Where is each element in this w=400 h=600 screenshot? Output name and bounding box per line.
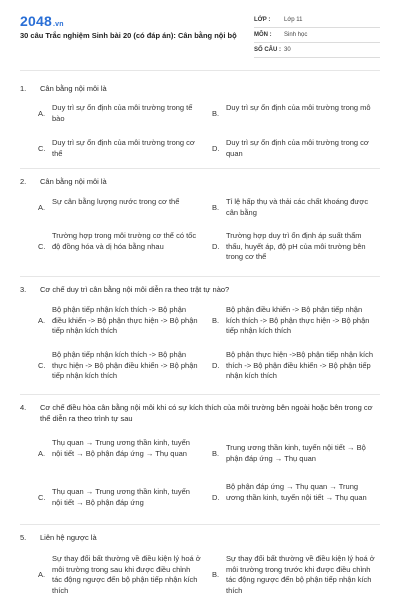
option-text: Thụ quan → Trung ương thần kinh, tuyến nội tiết → Bộ phận đáp ứng → Thụ quan bbox=[52, 438, 190, 458]
meta-key: LỚP : bbox=[254, 17, 271, 23]
question-number: 2. bbox=[20, 177, 27, 186]
question-number: 4. bbox=[20, 403, 27, 412]
option-text: Tỉ lệ hấp thụ và thải các chất khoáng được cân bằng bbox=[226, 197, 369, 217]
option-text: Duy trì sự ổn định của môi trường trong tế bào bbox=[52, 103, 193, 123]
option-text: Bộ phận tiếp nhận kích thích -> Bộ phận thực hiện -> Bộ phận điều khiển -> Bộ phận tiếp nhận kích thích bbox=[52, 350, 198, 380]
meta-key: SỐ CÂU : bbox=[254, 47, 281, 53]
option-text: Sự thay đổi bất thường về điều kiện lý hoá ở môi trường trong trước khi được điều chỉnh tác động ngược đến bộ phận tiếp nhận kích thích bbox=[226, 554, 375, 595]
option-letter: C. bbox=[38, 493, 46, 502]
option-letter: B. bbox=[212, 109, 220, 118]
option-text: Duy trì sự ổn định của môi trường trong cơ thể bbox=[52, 138, 195, 158]
meta-value: Sinh học bbox=[284, 32, 308, 38]
option-text: Sự thay đổi bất thường về điều kiện lý hoá ở môi trường trong sau khi được điều chỉnh tác động ngược đến bộ phận tiếp nhận kích thích bbox=[52, 554, 201, 595]
option-text: Bộ phận thực hiện ->Bộ phận tiếp nhận kích thích -> Bộ phận điều khiển -> Bộ phận tiếp nhận kích thích bbox=[226, 350, 374, 380]
meta-value: 30 bbox=[284, 47, 291, 53]
option-letter: A. bbox=[38, 570, 46, 579]
logo-suffix: .vn bbox=[52, 21, 64, 28]
question-text: Liên hệ ngược là bbox=[40, 533, 97, 542]
option-text: Trường hợp trong môi trường cơ thể có tốc độ đồng hóa và dị hóa bằng nhau bbox=[52, 231, 197, 251]
question-5 bbox=[20, 532, 380, 543]
question-text: Cơ chế điều hòa cân bằng nội môi khi có sự kích thích của môi trường bên ngoài hoặc bên trong cơ thể diễn ra theo trình tự sau bbox=[40, 403, 373, 423]
option-text: Bộ phận đáp ứng → Thụ quan → Trung ương thần kinh, tuyến nội tiết → Thụ quan bbox=[226, 482, 367, 502]
question-4 bbox=[20, 402, 380, 423]
option-letter: D. bbox=[212, 144, 220, 153]
option-letter: D. bbox=[212, 242, 220, 251]
meta-row-count bbox=[254, 44, 380, 58]
option-letter: D. bbox=[212, 361, 220, 370]
option-letter: D. bbox=[212, 493, 220, 502]
option-text: Duy trì sự ổn định của môi trường trong cơ quan bbox=[226, 138, 369, 158]
header-divider bbox=[20, 70, 380, 71]
option-letter: B. bbox=[212, 449, 220, 458]
question-2 bbox=[20, 176, 380, 187]
question-divider bbox=[20, 394, 380, 395]
option-letter: A. bbox=[38, 203, 46, 212]
site-logo[interactable] bbox=[20, 13, 64, 29]
option-letter: B. bbox=[212, 203, 220, 212]
option-letter: C. bbox=[38, 144, 46, 153]
meta-key: MÔN : bbox=[254, 32, 272, 38]
option-letter: C. bbox=[38, 361, 46, 370]
option-letter: C. bbox=[38, 242, 46, 251]
meta-row-subject bbox=[254, 29, 380, 43]
question-3 bbox=[20, 284, 380, 295]
option-letter: A. bbox=[38, 449, 46, 458]
question-text: Cơ chế duy trì cân bằng nội môi diễn ra theo trật tự nào? bbox=[40, 285, 230, 294]
option-letter: A. bbox=[38, 109, 46, 118]
question-divider bbox=[20, 168, 380, 169]
question-1 bbox=[20, 83, 380, 94]
option-letter: B. bbox=[212, 570, 220, 579]
meta-row-class bbox=[254, 14, 380, 28]
option-letter: A. bbox=[38, 316, 46, 325]
option-text: Sự cân bằng lượng nước trong cơ thể bbox=[52, 197, 180, 206]
option-text: Duy trì sự ổn định của môi trường trong mô bbox=[226, 103, 371, 112]
option-letter: B. bbox=[212, 316, 220, 325]
question-number: 5. bbox=[20, 533, 27, 542]
question-text: Cân bằng nội môi là bbox=[40, 177, 107, 186]
option-text: Bộ phận điều khiển -> Bộ phận tiếp nhận kích thích -> Bộ phận thực hiện -> Bộ phận tiếp nhận kích thích bbox=[226, 305, 370, 335]
option-text: Bộ phận tiếp nhận kích thích -> Bộ phận điều khiển -> Bộ phận thực hiện -> Bộ phận tiếp nhận kích thích bbox=[52, 305, 198, 335]
option-text: Trung ương thần kinh, tuyến nội tiết → Bộ phận đáp ứng → Thụ quan bbox=[226, 443, 366, 463]
question-number: 1. bbox=[20, 84, 27, 93]
meta-value: Lớp 11 bbox=[284, 17, 303, 23]
question-divider bbox=[20, 524, 380, 525]
question-number: 3. bbox=[20, 285, 27, 294]
question-text: Cân bằng nội môi là bbox=[40, 84, 107, 93]
option-text: Trường hợp duy trì ổn định áp suất thẩm thấu, huyết áp, độ pH của môi trường bên trong cơ thể bbox=[226, 231, 366, 261]
question-divider bbox=[20, 276, 380, 277]
logo-text: 2048 bbox=[20, 13, 52, 29]
document-title: 30 câu Trắc nghiệm Sinh bài 20 (có đáp án): Cân bằng nội bộ bbox=[20, 31, 237, 40]
option-text: Thụ quan → Trung ương thần kinh, tuyến nội tiết → Bộ phận đáp ứng bbox=[52, 487, 190, 507]
document-header bbox=[0, 0, 400, 64]
